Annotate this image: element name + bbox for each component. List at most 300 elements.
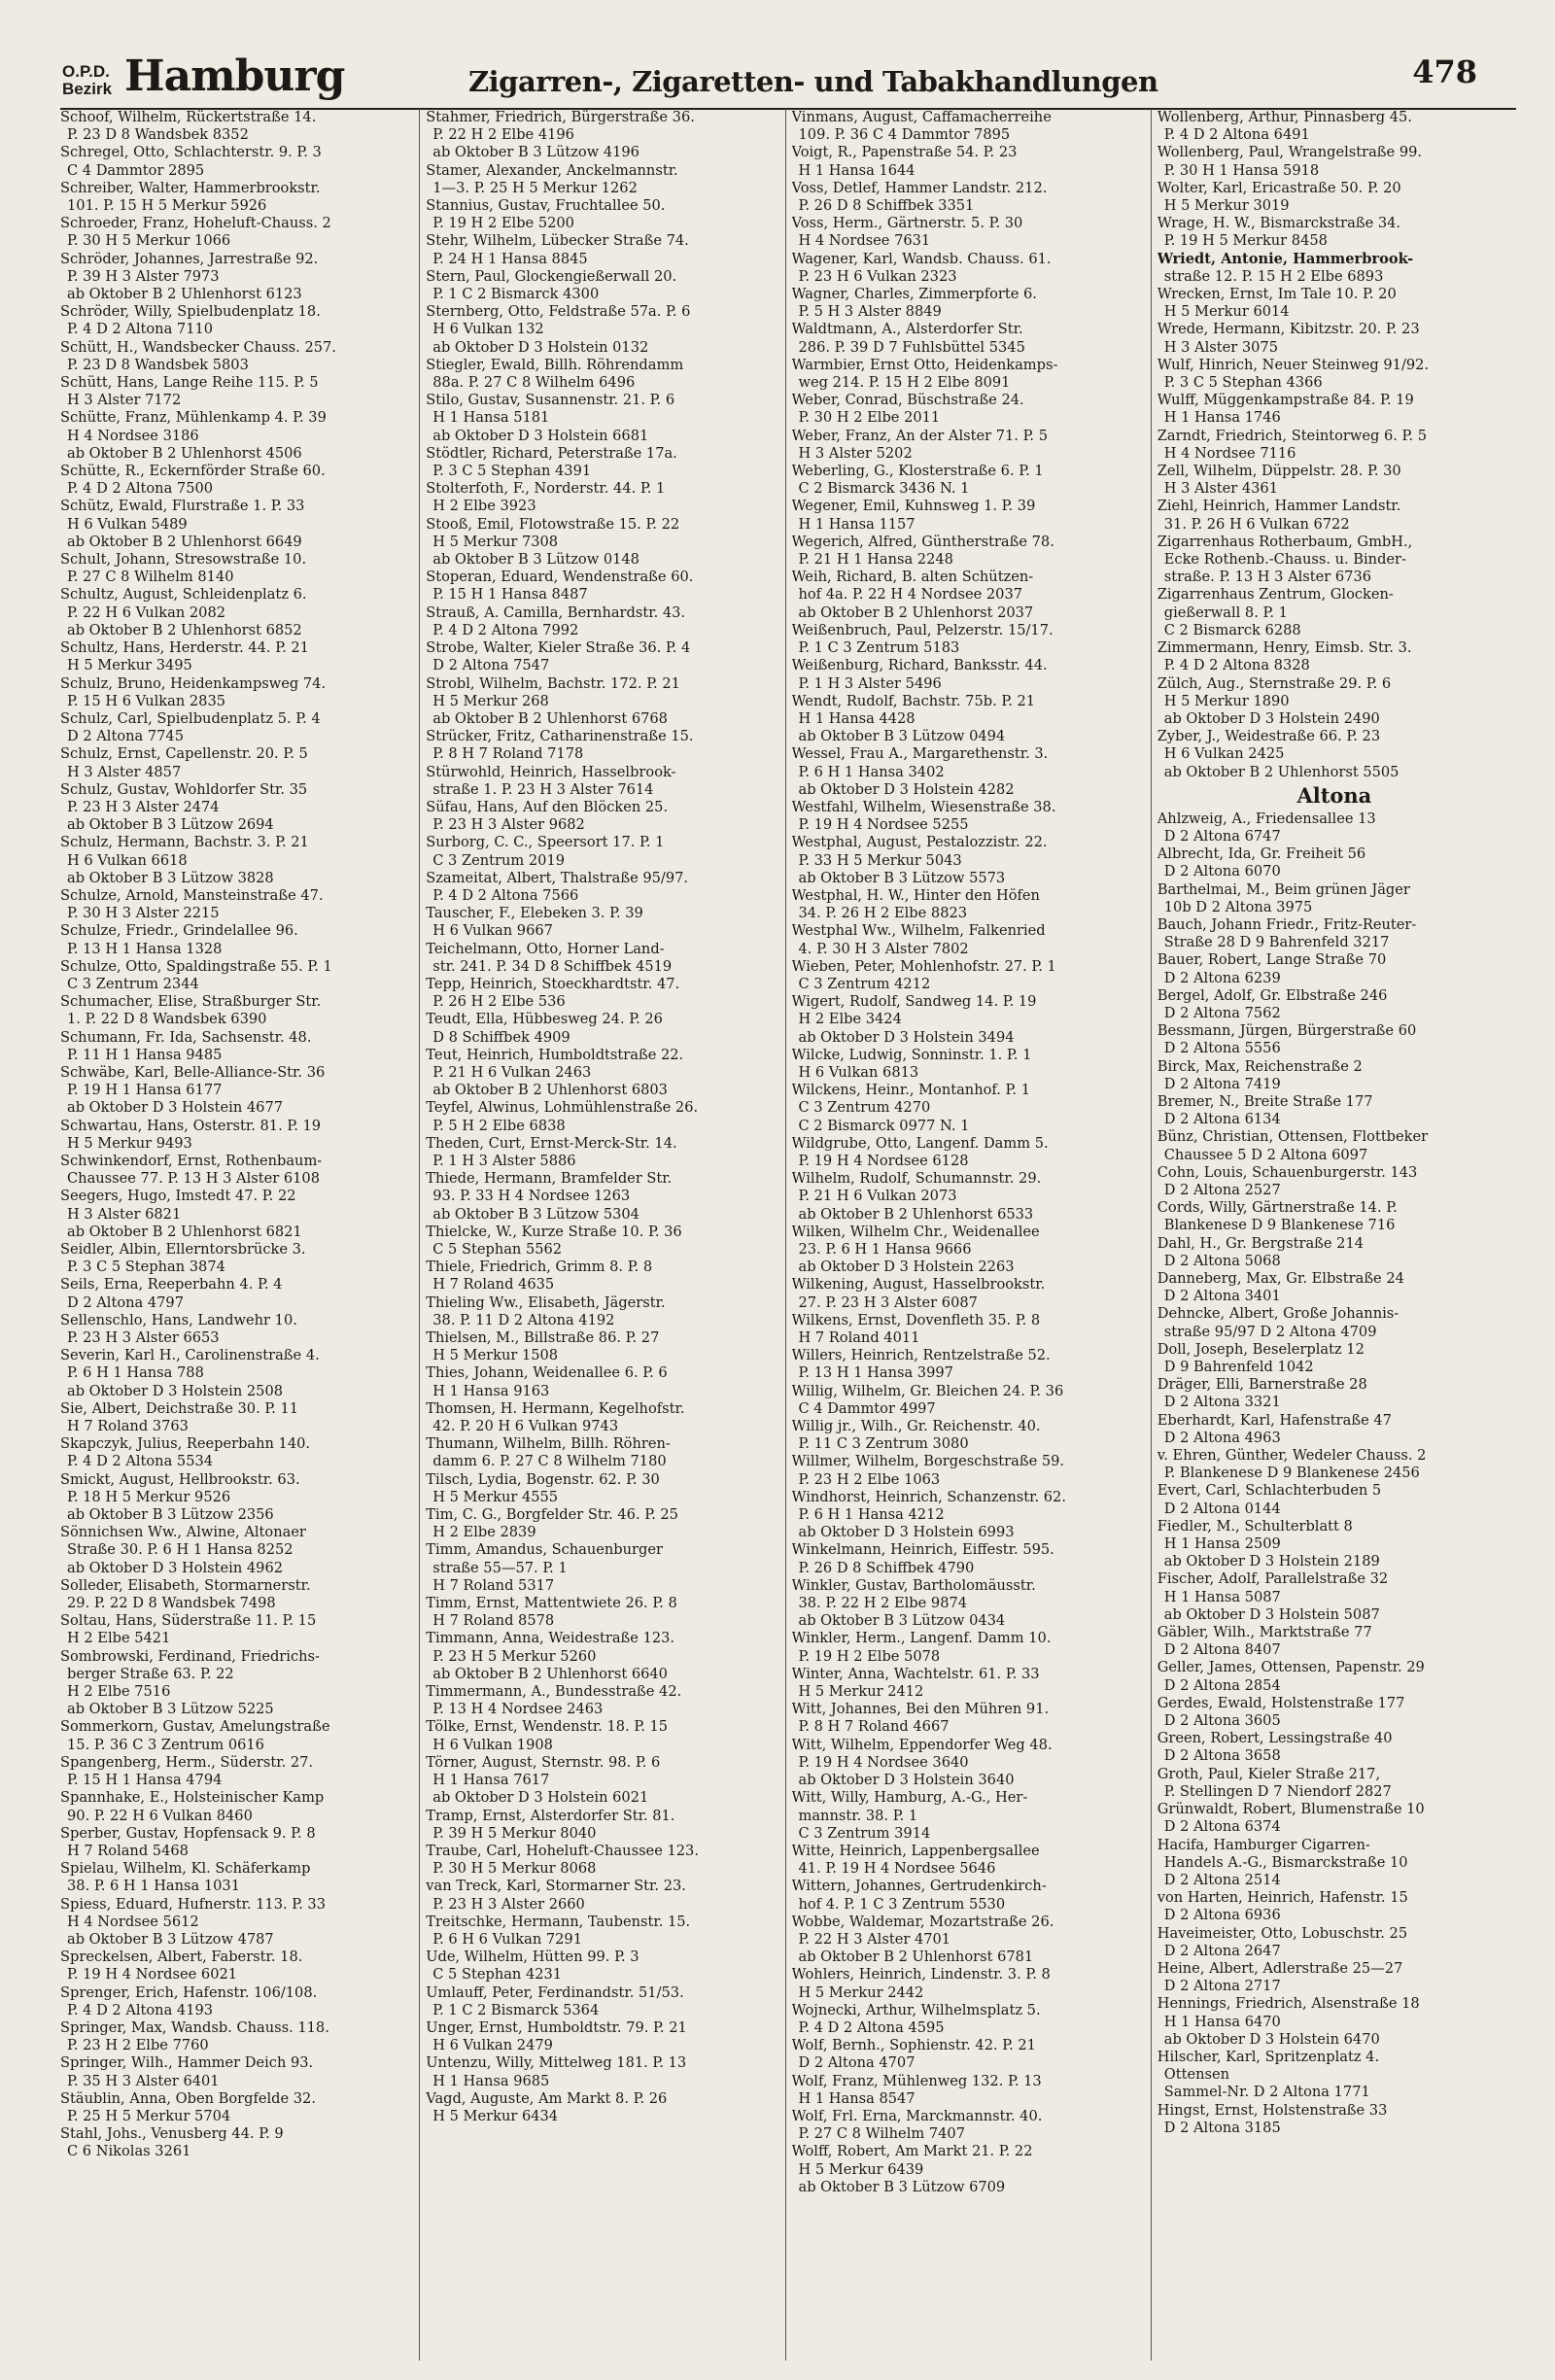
directory-entry xyxy=(792,2073,1146,2108)
directory-entry xyxy=(1158,144,1511,179)
entry-detail-line: P. 22 H 6 Vulkan 2082 xyxy=(67,604,226,621)
entry-detail-line: H 7 Roland 5317 xyxy=(432,1576,555,1594)
entry-name-line: Sommerkorn, Gustav, Amelungstraße xyxy=(60,1718,330,1736)
entry-detail-line: ab Oktober B 3 Lützow 4787 xyxy=(67,1930,274,1948)
entry-name-line: Wojnecki, Arthur, Wilhelmsplatz 5. xyxy=(791,2001,1041,2018)
directory-entry xyxy=(60,2090,414,2125)
entry-name-line: Strobl, Wilhelm, Bachstr. 172. P. 21 xyxy=(426,674,680,692)
entry-name-line: Thieling Ww., Elisabeth, Jägerstr. xyxy=(426,1293,666,1311)
entry-detail-line: 29. P. 22 D 8 Wandsbek 7498 xyxy=(67,1595,276,1612)
entry-name-line: Stiegler, Ewald, Billh. Röhrendamm xyxy=(426,356,684,373)
directory-entry xyxy=(60,1064,414,1118)
entry-detail-line: ab Oktober D 3 Holstein 2263 xyxy=(798,1259,1015,1276)
entry-detail-line: 38. P. 11 D 2 Altona 4192 xyxy=(432,1311,615,1328)
entry-detail-line: H 5 Merkur 3019 xyxy=(1163,197,1290,215)
entry-detail-line: ab Oktober D 3 Holstein 6470 xyxy=(1163,2030,1380,2048)
opd-line: O.P.D. xyxy=(62,62,110,81)
entry-detail-line: P. 23 H 5 Merkur 5260 xyxy=(432,1647,597,1665)
entry-name-line: Stahmer, Friedrich, Bürgerstraße 36. xyxy=(426,109,695,125)
entry-detail-line: straße. P. 13 H 3 Alster 6736 xyxy=(1163,569,1372,586)
directory-entry xyxy=(1158,1270,1511,1305)
entry-detail-line: H 5 Merkur 1508 xyxy=(432,1347,559,1364)
entry-detail-line: C 5 Stephan 5562 xyxy=(432,1241,563,1258)
directory-entry xyxy=(60,675,414,710)
entry-detail-line: P. 30 H 5 Merkur 1066 xyxy=(67,232,231,250)
directory-entry xyxy=(792,357,1146,392)
entry-name-line: Stooß, Emil, Flotowstraße 15. P. 22 xyxy=(426,515,680,533)
entry-detail-line: H 5 Merkur 6014 xyxy=(1163,303,1290,321)
directory-entry xyxy=(1158,392,1511,427)
entry-detail-line: P. 4 D 2 Altona 8328 xyxy=(1163,657,1310,674)
directory-entry xyxy=(426,109,779,162)
directory-entry xyxy=(1158,1925,1511,1960)
directory-entry xyxy=(426,1259,779,1293)
directory-entry xyxy=(792,392,1146,427)
entry-detail-line: P. 19 H 4 Nordsee 6128 xyxy=(798,1152,969,1169)
entry-detail-line: H 1 Hansa 6470 xyxy=(1163,2013,1281,2030)
entry-name-line: Fiedler, M., Schulterblatt 8 xyxy=(1157,1517,1353,1535)
entry-detail-line: P. 11 C 3 Zentrum 3080 xyxy=(798,1435,969,1453)
entry-detail-line: H 6 Vulkan 5489 xyxy=(67,515,188,533)
entry-name-line: von Harten, Heinrich, Hafenstr. 15 xyxy=(1157,1889,1408,1907)
directory-entry xyxy=(792,1577,1146,1631)
entry-name-line: Groth, Paul, Kieler Straße 217, xyxy=(1157,1765,1381,1782)
entry-detail-line: C 2 Bismarck 3436 N. 1 xyxy=(798,480,970,498)
directory-entry xyxy=(1158,1889,1511,1924)
city-title: Hamburg xyxy=(124,52,345,101)
directory-entry xyxy=(426,1595,779,1630)
entry-name-line: Schwinkendorf, Ernst, Rothenbaum- xyxy=(60,1152,323,1169)
directory-entry xyxy=(1158,1960,1511,1995)
entry-detail-line: P. 18 H 5 Merkur 9526 xyxy=(67,1488,231,1505)
entry-detail-line: ab Oktober B 3 Lützow 5225 xyxy=(67,1701,274,1718)
entry-name-line: Schumacher, Elise, Straßburger Str. xyxy=(60,993,322,1011)
directory-entry xyxy=(792,993,1146,1047)
directory-entry xyxy=(792,109,1146,144)
entry-name-line: Sie, Albert, Deichstraße 30. P. 11 xyxy=(60,1399,299,1417)
entry-detail-line: H 2 Elbe 3923 xyxy=(432,498,536,515)
entry-detail-line: H 6 Vulkan 1908 xyxy=(432,1736,553,1753)
entry-name-line: Schumann, Fr. Ida, Sachsenstr. 48. xyxy=(60,1028,312,1046)
entry-detail-line: H 7 Roland 4011 xyxy=(798,1329,920,1347)
directory-entry xyxy=(1158,1695,1511,1730)
entry-detail-line: H 3 Alster 4857 xyxy=(67,763,182,780)
directory-entry xyxy=(426,1630,779,1683)
entry-name-line: Spreckelsen, Albert, Faberstr. 18. xyxy=(60,1949,303,1966)
entry-name-line: Winkler, Herm., Langenf. Damm 10. xyxy=(791,1630,1052,1647)
entry-name-line: Winkler, Gustav, Bartholomäusstr. xyxy=(791,1576,1036,1594)
entry-detail-line: H 1 Hansa 8547 xyxy=(798,2089,916,2107)
entry-detail-line: ab Oktober B 3 Lützow 0434 xyxy=(798,1612,1006,1630)
directory-entry xyxy=(1158,1766,1511,1801)
entry-name-line: Zarndt, Friedrich, Steintorweg 6. P. 5 xyxy=(1157,427,1427,444)
entry-detail-line: H 7 Roland 5468 xyxy=(67,1842,189,1859)
directory-entry xyxy=(426,1170,779,1224)
directory-entry xyxy=(426,675,779,729)
entry-name-line: Stürwohld, Heinrich, Hasselbrook- xyxy=(426,763,676,780)
entry-detail-line: P. 19 H 4 Nordsee 6021 xyxy=(67,1966,238,1983)
directory-entry xyxy=(1158,586,1511,639)
entry-detail-line: P. 4 D 2 Altona 4595 xyxy=(798,2018,945,2036)
entry-name-line: Schütz, Ewald, Flurstraße 1. P. 33 xyxy=(60,498,305,515)
directory-entry xyxy=(426,834,779,869)
entry-detail-line: P. 30 H 5 Merkur 8068 xyxy=(432,1860,597,1878)
directory-entry xyxy=(60,109,414,144)
entry-name-line: Weberling, G., Klosterstraße 6. P. 1 xyxy=(791,463,1044,480)
entry-name-line: Umlauff, Peter, Ferdinandstr. 51/53. xyxy=(426,1983,684,2001)
entry-name-line: Tramp, Ernst, Alsterdorfer Str. 81. xyxy=(426,1807,675,1824)
directory-entry xyxy=(792,1276,1146,1311)
entry-name-line: Wobbe, Waldemar, Mozartstraße 26. xyxy=(791,1913,1054,1930)
entry-name-line: Wohlers, Heinrich, Lindenstr. 3. P. 8 xyxy=(791,1966,1051,1983)
entry-detail-line: D 2 Altona 3605 xyxy=(1163,1712,1281,1730)
directory-entry xyxy=(60,922,414,957)
entry-name-line: Dehncke, Albert, Große Johannis- xyxy=(1157,1305,1400,1323)
entry-name-line: Soltau, Hans, Süderstraße 11. P. 15 xyxy=(60,1612,317,1630)
entry-name-line: Spiess, Eduard, Hufnerstr. 113. P. 33 xyxy=(60,1895,326,1913)
entry-detail-line: P. 23 H 2 Elbe 1063 xyxy=(798,1470,941,1488)
entry-name-line: Bremer, N., Breite Straße 177 xyxy=(1157,1092,1373,1110)
directory-entry xyxy=(1158,321,1511,356)
directory-entry xyxy=(60,1471,414,1525)
entry-name-line: Dräger, Elli, Barnerstraße 28 xyxy=(1157,1376,1367,1394)
directory-entry xyxy=(792,144,1146,179)
entry-name-line: Schregel, Otto, Schlachterstr. 9. P. 3 xyxy=(60,144,322,161)
entry-name-line: Theden, Curt, Ernst-Merck-Str. 14. xyxy=(426,1134,677,1152)
entry-detail-line: ab Oktober B 2 Uhlenhorst 6123 xyxy=(67,286,302,303)
directory-entry xyxy=(426,1471,779,1506)
directory-entry xyxy=(60,710,414,745)
entry-detail-line: H 4 Nordsee 3186 xyxy=(67,427,199,444)
directory-entry xyxy=(792,1789,1146,1843)
entry-detail-line: P. 4 D 2 Altona 7566 xyxy=(432,886,579,904)
directory-entry xyxy=(792,534,1146,569)
directory-entry xyxy=(1158,534,1511,587)
entry-detail-line: H 2 Elbe 5421 xyxy=(67,1630,171,1647)
entry-detail-line: D 2 Altona 8407 xyxy=(1163,1641,1281,1659)
entry-name-line: Strauß, A. Camilla, Bernhardstr. 43. xyxy=(426,604,686,621)
directory-entry xyxy=(60,1754,414,1789)
entry-name-line: Cohn, Louis, Schauenburgerstr. 143 xyxy=(1157,1163,1418,1181)
entry-detail-line: P. 23 H 3 Alster 6653 xyxy=(67,1329,220,1347)
directory-entry xyxy=(426,1435,779,1470)
entry-detail-line: ab Oktober B 2 Uhlenhorst 5505 xyxy=(1163,763,1400,780)
directory-entry xyxy=(1158,428,1511,463)
entry-detail-line: H 3 Alster 7172 xyxy=(67,392,182,409)
entry-detail-line: 1—3. P. 25 H 5 Merkur 1262 xyxy=(432,179,638,196)
directory-entry xyxy=(1158,1482,1511,1517)
entry-name-line: Schröder, Willy, Spielbudenplatz 18. xyxy=(60,303,321,321)
entry-name-line: Doll, Joseph, Beselerplatz 12 xyxy=(1157,1340,1365,1358)
entry-detail-line: H 5 Merkur 268 xyxy=(432,692,549,709)
directory-entry xyxy=(1158,498,1511,533)
directory-entry xyxy=(792,1966,1146,2001)
entry-detail-line: P. 30 H 3 Alster 2215 xyxy=(67,905,220,922)
entry-name-line: Wulff, Müggenkampstraße 84. P. 19 xyxy=(1157,392,1414,409)
entry-name-line: Strücker, Fritz, Catharinenstraße 15. xyxy=(426,728,694,745)
directory-entry xyxy=(426,728,779,763)
entry-name-line: Weißenburg, Richard, Banksstr. 44. xyxy=(791,657,1048,674)
entry-detail-line: C 3 Zentrum 4212 xyxy=(798,975,931,992)
directory-entry xyxy=(1158,916,1511,951)
entry-detail-line: ab Oktober D 3 Holstein 2508 xyxy=(67,1382,284,1399)
entry-detail-line: D 2 Altona 3185 xyxy=(1163,2119,1281,2136)
entry-name-line: Bauch, Johann Friedr., Fritz-Reuter- xyxy=(1157,915,1417,933)
entry-name-line: Wolf, Frl. Erna, Marckmannstr. 40. xyxy=(791,2107,1043,2124)
entry-detail-line: H 1 Hansa 5087 xyxy=(1163,1588,1281,1605)
entry-name-line: Weber, Franz, An der Alster 71. P. 5 xyxy=(791,427,1048,444)
entry-name-line: Schütte, R., Eckernförder Straße 60. xyxy=(60,463,326,480)
entry-detail-line: D 2 Altona 5556 xyxy=(1163,1040,1281,1057)
entry-name-line: Spangenberg, Herm., Süderstr. 27. xyxy=(60,1753,314,1771)
entry-name-line: Wolf, Bernh., Sophienstr. 42. P. 21 xyxy=(791,2037,1036,2054)
directory-entry xyxy=(426,1541,779,1595)
entry-name-line: Wilcke, Ludwig, Sonninstr. 1. P. 1 xyxy=(791,1046,1032,1063)
entry-detail-line: H 1 Hansa 1157 xyxy=(798,515,916,533)
entry-name-line: Solleder, Elisabeth, Stormarnerstr. xyxy=(60,1576,311,1594)
entry-detail-line: P. 21 H 6 Vulkan 2463 xyxy=(432,1063,592,1081)
entry-detail-line: 1. P. 22 D 8 Wandsbek 6390 xyxy=(67,1011,267,1028)
entry-detail-line: straße 1. P. 23 H 3 Alster 7614 xyxy=(432,780,654,798)
entry-name-line: Heine, Albert, Adlerstraße 25—27 xyxy=(1157,1959,1403,1977)
directory-entry xyxy=(1158,1376,1511,1411)
entry-name-line: Zülch, Aug., Sternstraße 29. P. 6 xyxy=(1157,674,1392,692)
entry-name-line: Schulze, Arnold, Mansteinstraße 47. xyxy=(60,886,324,904)
directory-entry xyxy=(1158,1058,1511,1093)
entry-detail-line: P. 27 C 8 Wilhelm 8140 xyxy=(67,569,234,586)
entry-detail-line: ab Oktober B 2 Uhlenhorst 4506 xyxy=(67,444,302,462)
entry-name-line: Weber, Conrad, Büschstraße 24. xyxy=(791,392,1024,409)
directory-entry xyxy=(1158,1801,1511,1836)
entry-detail-line: Handels A.-G., Bismarckstraße 10 xyxy=(1163,1853,1408,1871)
entry-name-line: Thielcke, W., Kurze Straße 10. P. 36 xyxy=(426,1223,682,1240)
directory-entry xyxy=(792,745,1146,799)
entry-detail-line: P. 6 H 1 Hansa 3402 xyxy=(798,763,945,780)
entry-detail-line: C 4 Dammtor 2895 xyxy=(67,161,205,179)
entry-detail-line: 38. P. 6 H 1 Hansa 1031 xyxy=(67,1878,240,1895)
entry-detail-line: ab Oktober B 3 Lützow 3828 xyxy=(67,869,274,886)
entry-detail-line: D 2 Altona 7547 xyxy=(432,657,550,674)
entry-detail-line: 286. P. 39 D 7 Fuhlsbüttel 5345 xyxy=(798,338,1025,356)
entry-name-line: Sternberg, Otto, Feldstraße 57a. P. 6 xyxy=(426,303,691,321)
entry-name-line: Schulz, Hermann, Bachstr. 3. P. 21 xyxy=(60,834,309,851)
entry-name-line: Wendt, Rudolf, Bachstr. 75b. P. 21 xyxy=(791,692,1036,709)
entry-name-line: Westphal, August, Pestalozzistr. 22. xyxy=(791,834,1048,851)
entry-name-line: Schulze, Friedr., Grindelallee 96. xyxy=(60,922,298,940)
directory-entry xyxy=(60,303,414,338)
entry-name-line: Wessel, Frau A., Margarethenstr. 3. xyxy=(791,745,1049,763)
entry-detail-line: Chaussee 77. P. 13 H 3 Alster 6108 xyxy=(67,1170,320,1188)
entry-name-line: Wriedt, Antonie, Hammerbrook- xyxy=(1157,250,1414,267)
column-4 xyxy=(1151,109,1516,2361)
entry-name-line: Thielsen, M., Billstraße 86. P. 27 xyxy=(426,1329,660,1347)
entry-detail-line: P. 1 C 2 Bismarck 4300 xyxy=(432,286,600,303)
entry-detail-line: H 6 Vulkan 6813 xyxy=(798,1063,919,1081)
directory-entry xyxy=(426,197,779,232)
entry-detail-line: 31. P. 26 H 6 Vulkan 6722 xyxy=(1163,515,1350,533)
directory-entry xyxy=(426,1011,779,1046)
entry-detail-line: ab Oktober D 3 Holstein 4677 xyxy=(67,1099,284,1117)
directory-entry xyxy=(426,2054,779,2089)
directory-entry xyxy=(792,693,1146,746)
directory-entry xyxy=(60,1241,414,1276)
entry-name-line: Wegener, Emil, Kuhnsweg 1. P. 39 xyxy=(791,498,1036,515)
directory-entry xyxy=(60,1577,414,1612)
entry-detail-line: H 3 Alster 3075 xyxy=(1163,338,1278,356)
entry-detail-line: H 5 Merkur 9493 xyxy=(67,1134,192,1152)
entry-detail-line: P. 13 H 1 Hansa 1328 xyxy=(67,940,223,957)
entry-name-line: Wilckens, Heinr., Montanhof. P. 1 xyxy=(791,1082,1030,1099)
entry-detail-line: P. Stellingen D 7 Niendorf 2827 xyxy=(1163,1782,1392,1800)
entry-detail-line: D 2 Altona 3658 xyxy=(1163,1747,1281,1765)
entry-detail-line: P. 19 H 5 Merkur 8458 xyxy=(1163,232,1328,250)
entry-detail-line: P. 23 H 3 Alster 9682 xyxy=(432,816,585,834)
entry-detail-line: ab Oktober B 3 Lützow 0148 xyxy=(432,551,639,569)
directory-entry xyxy=(792,498,1146,533)
entry-name-line: Albrecht, Ida, Gr. Freiheit 56 xyxy=(1157,845,1366,863)
entry-name-line: Birck, Max, Reichenstraße 2 xyxy=(1157,1057,1363,1075)
entry-name-line: Sprenger, Erich, Hafenstr. 106/108. xyxy=(60,1983,318,2001)
entry-detail-line: P. 15 H 6 Vulkan 2835 xyxy=(67,692,226,709)
entry-detail-line: ab Oktober D 3 Holstein 6021 xyxy=(432,1789,649,1807)
directory-entry xyxy=(60,639,414,674)
entry-detail-line: D 2 Altona 3401 xyxy=(1163,1288,1281,1305)
entry-detail-line: P. 6 H 1 Hansa 788 xyxy=(67,1364,204,1382)
directory-entry xyxy=(1158,251,1511,286)
directory-entry xyxy=(1158,286,1511,321)
directory-entry xyxy=(426,357,779,392)
directory-entry xyxy=(1158,1235,1511,1270)
entry-name-line: Fischer, Adolf, Parallelstraße 32 xyxy=(1157,1570,1389,1588)
entry-detail-line: straße 55—57. P. 1 xyxy=(432,1559,568,1576)
entry-detail-line: ab Oktober D 3 Holstein 3494 xyxy=(798,1028,1015,1046)
directory-entry xyxy=(426,1754,779,1808)
entry-name-line: Willig jr., Wilh., Gr. Reichenstr. 40. xyxy=(791,1418,1041,1435)
entry-detail-line: P. 8 H 7 Roland 4667 xyxy=(798,1718,950,1736)
entry-name-line: Timm, Amandus, Schauenburger xyxy=(426,1541,663,1559)
directory-entry xyxy=(792,251,1146,286)
entry-name-line: Schulz, Ernst, Capellenstr. 20. P. 5 xyxy=(60,745,308,763)
entry-detail-line: hof 4. P. 1 C 3 Zentrum 5530 xyxy=(798,1895,1006,1913)
entry-name-line: Wigert, Rudolf, Sandweg 14. P. 19 xyxy=(791,993,1037,1011)
entry-name-line: Sperber, Gustav, Hopfensack 9. P. 8 xyxy=(60,1824,316,1842)
entry-detail-line: C 3 Zentrum 2344 xyxy=(67,975,199,992)
entry-name-line: Skapczyk, Julius, Reeperbahn 140. xyxy=(60,1435,311,1453)
entry-name-line: Westphal, H. W., Hinter den Höfen xyxy=(791,886,1040,904)
directory-entry xyxy=(60,144,414,179)
directory-entry xyxy=(792,622,1146,657)
entry-name-line: Süfau, Hans, Auf den Blöcken 25. xyxy=(426,798,669,815)
entry-name-line: Eberhardt, Karl, Hafenstraße 47 xyxy=(1157,1411,1392,1429)
entry-detail-line: ab Oktober D 3 Holstein 4282 xyxy=(798,780,1015,798)
directory-entry xyxy=(60,745,414,780)
entry-detail-line: P. 22 H 3 Alster 4701 xyxy=(798,1930,951,1948)
entry-detail-line: H 3 Alster 6821 xyxy=(67,1205,182,1223)
entry-name-line: Westphal Ww., Wilhelm, Falkenried xyxy=(791,922,1046,940)
directory-entry xyxy=(60,1718,414,1753)
entry-name-line: Schröder, Johannes, Jarrestraße 92. xyxy=(60,250,319,267)
directory-entry xyxy=(792,180,1146,215)
entry-detail-line: P. 23 H 3 Alster 2660 xyxy=(432,1895,585,1913)
directory-entry xyxy=(60,1118,414,1153)
directory-entry xyxy=(1158,2049,1511,2102)
entry-name-line: Schwäbe, Karl, Belle-Alliance-Str. 36 xyxy=(60,1063,326,1081)
directory-entry xyxy=(60,1276,414,1311)
entry-name-line: Witt, Johannes, Bei den Mühren 91. xyxy=(791,1701,1050,1718)
entry-detail-line: 34. P. 26 H 2 Elbe 8823 xyxy=(798,905,968,922)
entry-name-line: Danneberg, Max, Gr. Elbstraße 24 xyxy=(1157,1270,1404,1287)
entry-detail-line: D 2 Altona 5068 xyxy=(1163,1252,1281,1269)
entry-detail-line: C 4 Dammtor 4997 xyxy=(798,1399,936,1417)
entry-name-line: Hennings, Friedrich, Alsenstraße 18 xyxy=(1157,1995,1420,2013)
directory-entry xyxy=(792,1541,1146,1576)
entry-name-line: Witte, Heinrich, Lappenbergsallee xyxy=(791,1842,1040,1859)
directory-entry xyxy=(792,1047,1146,1082)
directory-entry xyxy=(60,551,414,586)
entry-name-line: Bergel, Adolf, Gr. Elbstraße 246 xyxy=(1157,986,1388,1004)
directory-entry xyxy=(426,1683,779,1718)
entry-name-line: Thomsen, H. Hermann, Kegelhofstr. xyxy=(426,1399,685,1417)
entry-name-line: Tauscher, F., Elebeken 3. P. 39 xyxy=(426,905,643,922)
entry-name-line: Thiede, Hermann, Bramfelder Str. xyxy=(426,1170,673,1188)
entry-detail-line: D 2 Altona 2717 xyxy=(1163,1978,1281,1995)
entry-name-line: Ziehl, Heinrich, Hammer Landstr. xyxy=(1157,498,1401,515)
entry-detail-line: P. 26 D 8 Schiffbek 3351 xyxy=(798,197,975,215)
entry-name-line: Witt, Willy, Hamburg, A.-G., Her- xyxy=(791,1789,1028,1807)
entry-name-line: Schütt, H., Wandsbecker Chauss. 257. xyxy=(60,338,336,356)
entry-detail-line: C 3 Zentrum 3914 xyxy=(798,1824,931,1842)
entry-detail-line: gießerwall 8. P. 1 xyxy=(1163,604,1288,621)
entry-detail-line: C 2 Bismarck 6288 xyxy=(1163,621,1301,638)
entry-name-line: Zigarrenhaus Zentrum, Glocken- xyxy=(1157,586,1394,604)
entry-name-line: Wittern, Johannes, Gertrudenkirch- xyxy=(791,1878,1047,1895)
entry-name-line: Treitschke, Hermann, Taubenstr. 15. xyxy=(426,1913,691,1930)
entry-name-line: Sombrowski, Ferdinand, Friedrichs- xyxy=(60,1647,320,1665)
entry-detail-line: Ecke Rothenb.-Chauss. u. Binder- xyxy=(1163,551,1406,569)
directory-entry xyxy=(426,799,779,834)
entry-detail-line: 27. P. 23 H 3 Alster 6087 xyxy=(798,1293,978,1311)
directory-entry xyxy=(426,1843,779,1878)
entry-detail-line: D 2 Altona 2647 xyxy=(1163,1942,1281,1959)
directory-entry xyxy=(426,1329,779,1364)
entry-name-line: Teudt, Ella, Hübbesweg 24. P. 26 xyxy=(426,1011,663,1028)
entry-detail-line: 42. P. 20 H 6 Vulkan 9743 xyxy=(432,1418,619,1435)
entry-detail-line: H 4 Nordsee 7631 xyxy=(798,232,931,250)
directory-entry xyxy=(60,1435,414,1470)
entry-detail-line: 15. P. 36 C 3 Zentrum 0616 xyxy=(67,1736,264,1753)
entry-name-line: Wilken, Wilhelm Chr., Weidenallee xyxy=(791,1223,1040,1240)
entry-name-line: Vinmans, August, Caffamacherreihe xyxy=(791,109,1052,125)
entry-name-line: Ude, Wilhelm, Hütten 99. P. 3 xyxy=(426,1949,639,1966)
directory-entry xyxy=(60,781,414,835)
entry-detail-line: D 2 Altona 0144 xyxy=(1163,1500,1281,1517)
entry-detail-line: P. 3 C 5 Stephan 4366 xyxy=(1163,374,1323,392)
entry-name-line: Gäbler, Wilh., Marktstraße 77 xyxy=(1157,1624,1372,1641)
entry-detail-line: D 8 Schiffbek 4909 xyxy=(432,1028,570,1046)
directory-entry xyxy=(426,1400,779,1435)
entry-name-line: Wegerich, Alfred, Güntherstraße 78. xyxy=(791,533,1054,550)
entry-detail-line: P. 1 H 3 Alster 5496 xyxy=(798,674,942,692)
entry-detail-line: P. 8 H 7 Roland 7178 xyxy=(432,745,584,763)
entry-detail-line: P. 1 C 3 Zentrum 5183 xyxy=(798,639,960,657)
entry-detail-line: P. 6 H 1 Hansa 4212 xyxy=(798,1506,945,1524)
directory-entry xyxy=(426,162,779,197)
directory-entry xyxy=(792,2002,1146,2037)
entry-name-line: Ahlzweig, A., Friedensallee 13 xyxy=(1157,810,1376,827)
entry-name-line: Stern, Paul, Glockengießerwall 20. xyxy=(426,267,677,285)
directory-entry xyxy=(426,1364,779,1399)
entry-detail-line: P. 39 H 3 Alster 7973 xyxy=(67,267,220,285)
